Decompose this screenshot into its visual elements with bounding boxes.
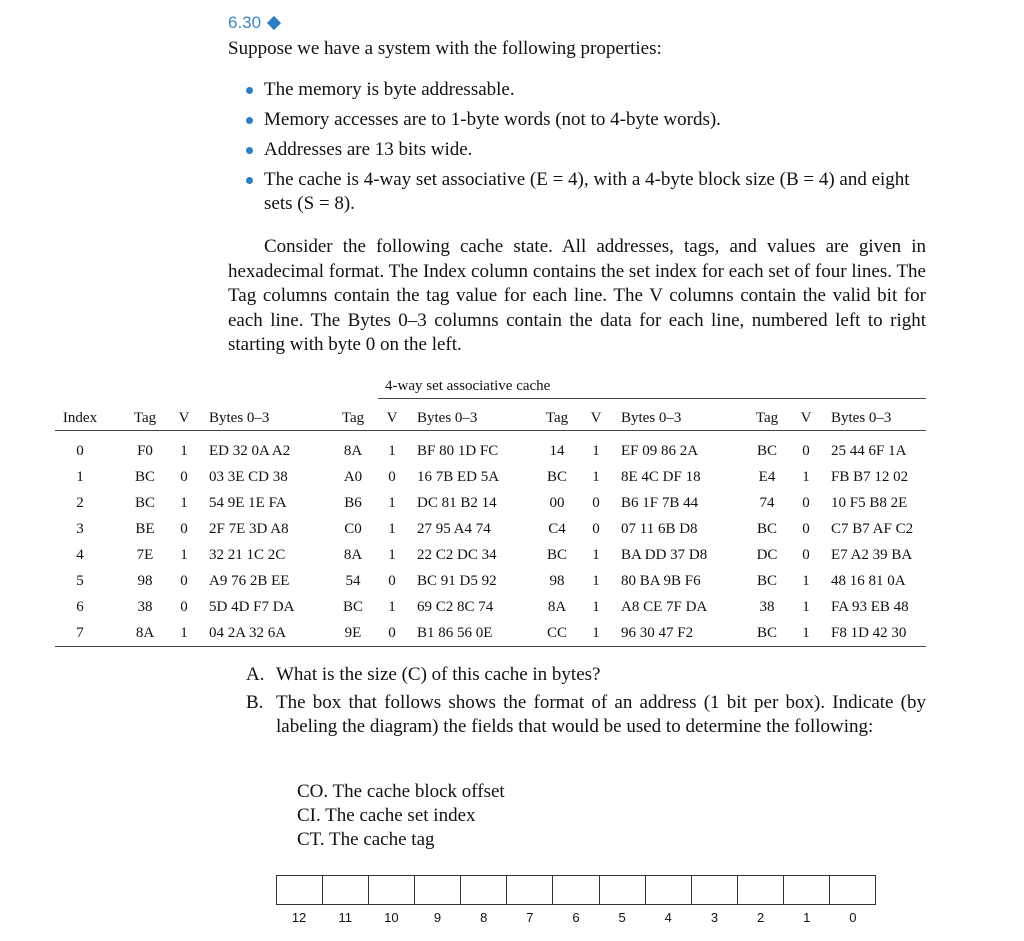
cell-tag: C4 — [548, 521, 566, 537]
questions — [246, 663, 926, 743]
header-valid: V — [590, 410, 602, 426]
question-text: The box that follows shows the format of an address (1 bit per box). Indicate (by labeling the diagram) the fields that would be used to determine the following: — [276, 692, 926, 737]
cell-bytes: EF 09 86 2A — [621, 443, 699, 459]
cell-valid: 0 — [388, 573, 396, 589]
cell-index: 0 — [76, 443, 84, 459]
problem-header — [228, 12, 279, 34]
cell-tag: A0 — [343, 469, 363, 485]
bit-number: 8 — [480, 910, 488, 925]
cell-valid: 0 — [802, 521, 810, 537]
bit-box[interactable] — [830, 876, 875, 904]
bit-box[interactable] — [277, 876, 323, 904]
cell-valid: 0 — [802, 495, 810, 511]
bit-box[interactable] — [553, 876, 599, 904]
cell-valid: 1 — [592, 625, 600, 641]
header-index: Index — [62, 410, 98, 426]
cell-bytes: 07 11 6B D8 — [621, 521, 698, 537]
cell-bytes: 48 16 81 0A — [831, 573, 906, 589]
header-tag: Tag — [755, 410, 779, 426]
question-label: A. — [246, 664, 265, 685]
bullet-icon — [246, 147, 253, 154]
cell-tag: 8A — [343, 547, 363, 563]
cell-tag: 8A — [135, 625, 155, 641]
cell-valid: 0 — [802, 547, 810, 563]
field-ct: CT. The cache tag — [297, 829, 435, 850]
cell-bytes: BF 80 1D FC — [417, 443, 499, 459]
cell-bytes: DC 81 B2 14 — [417, 495, 497, 511]
cell-tag: BC — [756, 521, 778, 537]
cell-index: 1 — [76, 469, 84, 485]
cell-valid: 0 — [592, 521, 600, 537]
cell-valid: 1 — [180, 547, 188, 563]
cache-description: Consider the following cache state. All addresses, tags, and values are given in hexadecimal format. The Index column contains the set index for each set of four lines. The Tag columns contain the tag value for each line. The V columns contain the valid bit for each line. The Bytes 0–3 columns contain the data for each line, numbered left to right starting with byte 0 on the left. — [228, 236, 926, 355]
cell-valid: 0 — [592, 495, 600, 511]
bit-box[interactable] — [461, 876, 507, 904]
cell-valid: 0 — [802, 443, 810, 459]
bit-box[interactable] — [646, 876, 692, 904]
cell-valid: 1 — [388, 599, 396, 615]
table-rule-bottom — [55, 646, 926, 647]
cell-index: 2 — [76, 495, 84, 511]
bit-number: 9 — [433, 910, 442, 925]
diamond-icon — [267, 16, 281, 30]
cell-valid: 1 — [388, 547, 396, 563]
address-bit-boxes — [276, 875, 876, 905]
table-caption: 4-way set associative cache — [385, 378, 551, 394]
cell-bytes: 03 3E CD 38 — [209, 469, 288, 485]
cell-valid: 0 — [388, 625, 396, 641]
cell-tag: BC — [756, 573, 778, 589]
cell-bytes: A9 76 2B EE — [209, 573, 290, 589]
cell-valid: 1 — [180, 443, 188, 459]
bit-number: 7 — [526, 910, 534, 925]
cell-tag: 98 — [137, 573, 153, 589]
field-ci: CI. The cache set index — [297, 805, 476, 826]
cell-bytes: 80 BA 9B F6 — [621, 573, 701, 589]
cell-tag: 54 — [345, 573, 361, 589]
cell-valid: 1 — [592, 469, 600, 485]
cell-tag: BC — [756, 443, 778, 459]
cell-tag: BC — [134, 469, 156, 485]
bullet-icon — [246, 87, 253, 94]
list-item: Addresses are 13 bits wide. — [246, 138, 936, 162]
list-item: Memory accesses are to 1-byte words (not to 4-byte words). — [246, 108, 936, 132]
cell-tag: B6 — [344, 495, 362, 511]
cell-bytes: 96 30 47 F2 — [621, 625, 694, 641]
cell-valid: 0 — [388, 469, 396, 485]
cell-tag: F0 — [137, 443, 153, 459]
bit-number: 1 — [803, 910, 811, 925]
cell-tag: CC — [546, 625, 568, 641]
header-tag: Tag — [341, 410, 365, 426]
header-bytes: Bytes 0–3 — [621, 410, 682, 426]
header-valid: V — [386, 410, 398, 426]
cell-bytes: 10 F5 B8 2E — [831, 495, 908, 511]
bit-box[interactable] — [692, 876, 738, 904]
cell-tag: 9E — [344, 625, 362, 641]
header-bytes: Bytes 0–3 — [209, 410, 270, 426]
bit-number: 3 — [710, 910, 719, 925]
cell-bytes: 5D 4D F7 DA — [209, 599, 295, 615]
cell-tag: 8A — [547, 599, 567, 615]
cell-index: 4 — [76, 547, 84, 563]
cell-valid: 0 — [180, 573, 188, 589]
cell-bytes: 27 95 A4 74 — [417, 521, 491, 537]
bit-number: 0 — [849, 910, 857, 925]
header-bytes: Bytes 0–3 — [831, 410, 892, 426]
cell-tag: BC — [546, 547, 568, 563]
header-bytes: Bytes 0–3 — [417, 410, 478, 426]
table-rule-top — [378, 398, 926, 399]
cell-valid: 1 — [180, 495, 188, 511]
bit-number: 11 — [338, 910, 352, 925]
bit-box[interactable] — [600, 876, 646, 904]
properties-list — [246, 78, 936, 222]
bit-number: 2 — [756, 910, 765, 925]
cell-bytes: 32 21 1C 2C — [209, 547, 286, 563]
cell-tag: DC — [756, 547, 778, 563]
cell-valid: 1 — [388, 495, 396, 511]
header-valid: V — [178, 410, 190, 426]
cell-tag: BC — [756, 625, 778, 641]
cell-bytes: E7 A2 39 BA — [831, 547, 913, 563]
cell-bytes: 2F 7E 3D A8 — [209, 521, 289, 537]
cell-bytes: 54 9E 1E FA — [209, 495, 287, 511]
cell-bytes: B6 1F 7B 44 — [621, 495, 699, 511]
cell-valid: 1 — [592, 547, 600, 563]
cell-valid: 1 — [802, 625, 810, 641]
cell-tag: 38 — [137, 599, 153, 615]
cell-valid: 1 — [388, 443, 396, 459]
cell-tag: BC — [342, 599, 364, 615]
cell-bytes: C7 B7 AF C2 — [831, 521, 914, 537]
cell-tag: BE — [135, 521, 155, 537]
header-valid: V — [800, 410, 812, 426]
header-tag: Tag — [133, 410, 157, 426]
problem-number: 6.30 — [228, 13, 262, 32]
cell-tag: BC — [546, 469, 568, 485]
cell-tag: 7E — [136, 547, 154, 563]
bit-number: 12 — [291, 910, 307, 925]
cell-bytes: 22 C2 DC 34 — [417, 547, 497, 563]
cell-bytes: FB B7 12 02 — [831, 469, 909, 485]
cell-index: 6 — [76, 599, 84, 615]
question-label: B. — [246, 692, 264, 713]
cell-valid: 1 — [592, 443, 600, 459]
bullet-icon — [246, 177, 253, 184]
cell-index: 7 — [76, 625, 84, 641]
cell-valid: 1 — [592, 599, 600, 615]
cell-valid: 1 — [802, 469, 810, 485]
bullet-icon — [246, 117, 253, 124]
cell-valid: 1 — [592, 573, 600, 589]
list-item: The memory is byte addressable. — [246, 78, 936, 102]
cell-valid: 1 — [802, 573, 810, 589]
table-rule-header — [55, 430, 926, 431]
cell-bytes: 25 44 6F 1A — [831, 443, 907, 459]
cell-bytes: A8 CE 7F DA — [621, 599, 708, 615]
cell-tag: 00 — [549, 495, 565, 511]
cell-index: 3 — [76, 521, 84, 537]
cell-valid: 1 — [802, 599, 810, 615]
bit-number: 10 — [384, 910, 399, 925]
bit-number: 5 — [618, 910, 626, 925]
cell-valid: 0 — [180, 469, 188, 485]
bit-number: 6 — [572, 910, 580, 925]
problem-intro: Suppose we have a system with the following properties: — [228, 38, 662, 59]
bit-box[interactable] — [323, 876, 369, 904]
cell-tag: BC — [134, 495, 156, 511]
cell-valid: 0 — [180, 599, 188, 615]
bit-box[interactable] — [507, 876, 553, 904]
question-b — [246, 691, 926, 739]
cell-bytes: BC 91 D5 92 — [417, 573, 497, 589]
cell-tag: 14 — [549, 443, 565, 459]
cell-bytes: BA DD 37 D8 — [621, 547, 708, 563]
question-a — [246, 663, 926, 687]
cell-bytes: ED 32 0A A2 — [209, 443, 291, 459]
cell-tag: 8A — [343, 443, 363, 459]
bit-number: 4 — [664, 910, 672, 925]
cell-tag: 74 — [759, 495, 775, 511]
bit-box[interactable] — [738, 876, 784, 904]
cell-valid: 1 — [388, 521, 396, 537]
question-text: What is the size (C) of this cache in bytes? — [276, 664, 601, 685]
list-item: The cache is 4-way set associative (E = 4), with a 4-byte block size (B = 4) and eight sets (S = 8). — [246, 168, 936, 216]
bit-box[interactable] — [784, 876, 830, 904]
cell-valid: 1 — [180, 625, 188, 641]
cell-valid: 0 — [180, 521, 188, 537]
cell-tag: 98 — [549, 573, 565, 589]
bit-box[interactable] — [415, 876, 461, 904]
header-tag: Tag — [545, 410, 569, 426]
cell-bytes: 8E 4C DF 18 — [621, 469, 701, 485]
field-list — [297, 780, 505, 852]
cell-bytes: 69 C2 8C 74 — [417, 599, 494, 615]
cell-tag: C0 — [344, 521, 362, 537]
cell-bytes: F8 1D 42 30 — [831, 625, 907, 641]
bit-box[interactable] — [369, 876, 415, 904]
cell-bytes: 04 2A 32 6A — [209, 625, 287, 641]
cell-tag: 38 — [759, 599, 775, 615]
cell-bytes: B1 86 56 0E — [417, 625, 493, 641]
cell-tag: E4 — [758, 469, 776, 485]
cell-bytes: 16 7B ED 5A — [417, 469, 500, 485]
field-co: CO. The cache block offset — [297, 781, 505, 802]
cell-index: 5 — [76, 573, 84, 589]
cell-bytes: FA 93 EB 48 — [831, 599, 909, 615]
